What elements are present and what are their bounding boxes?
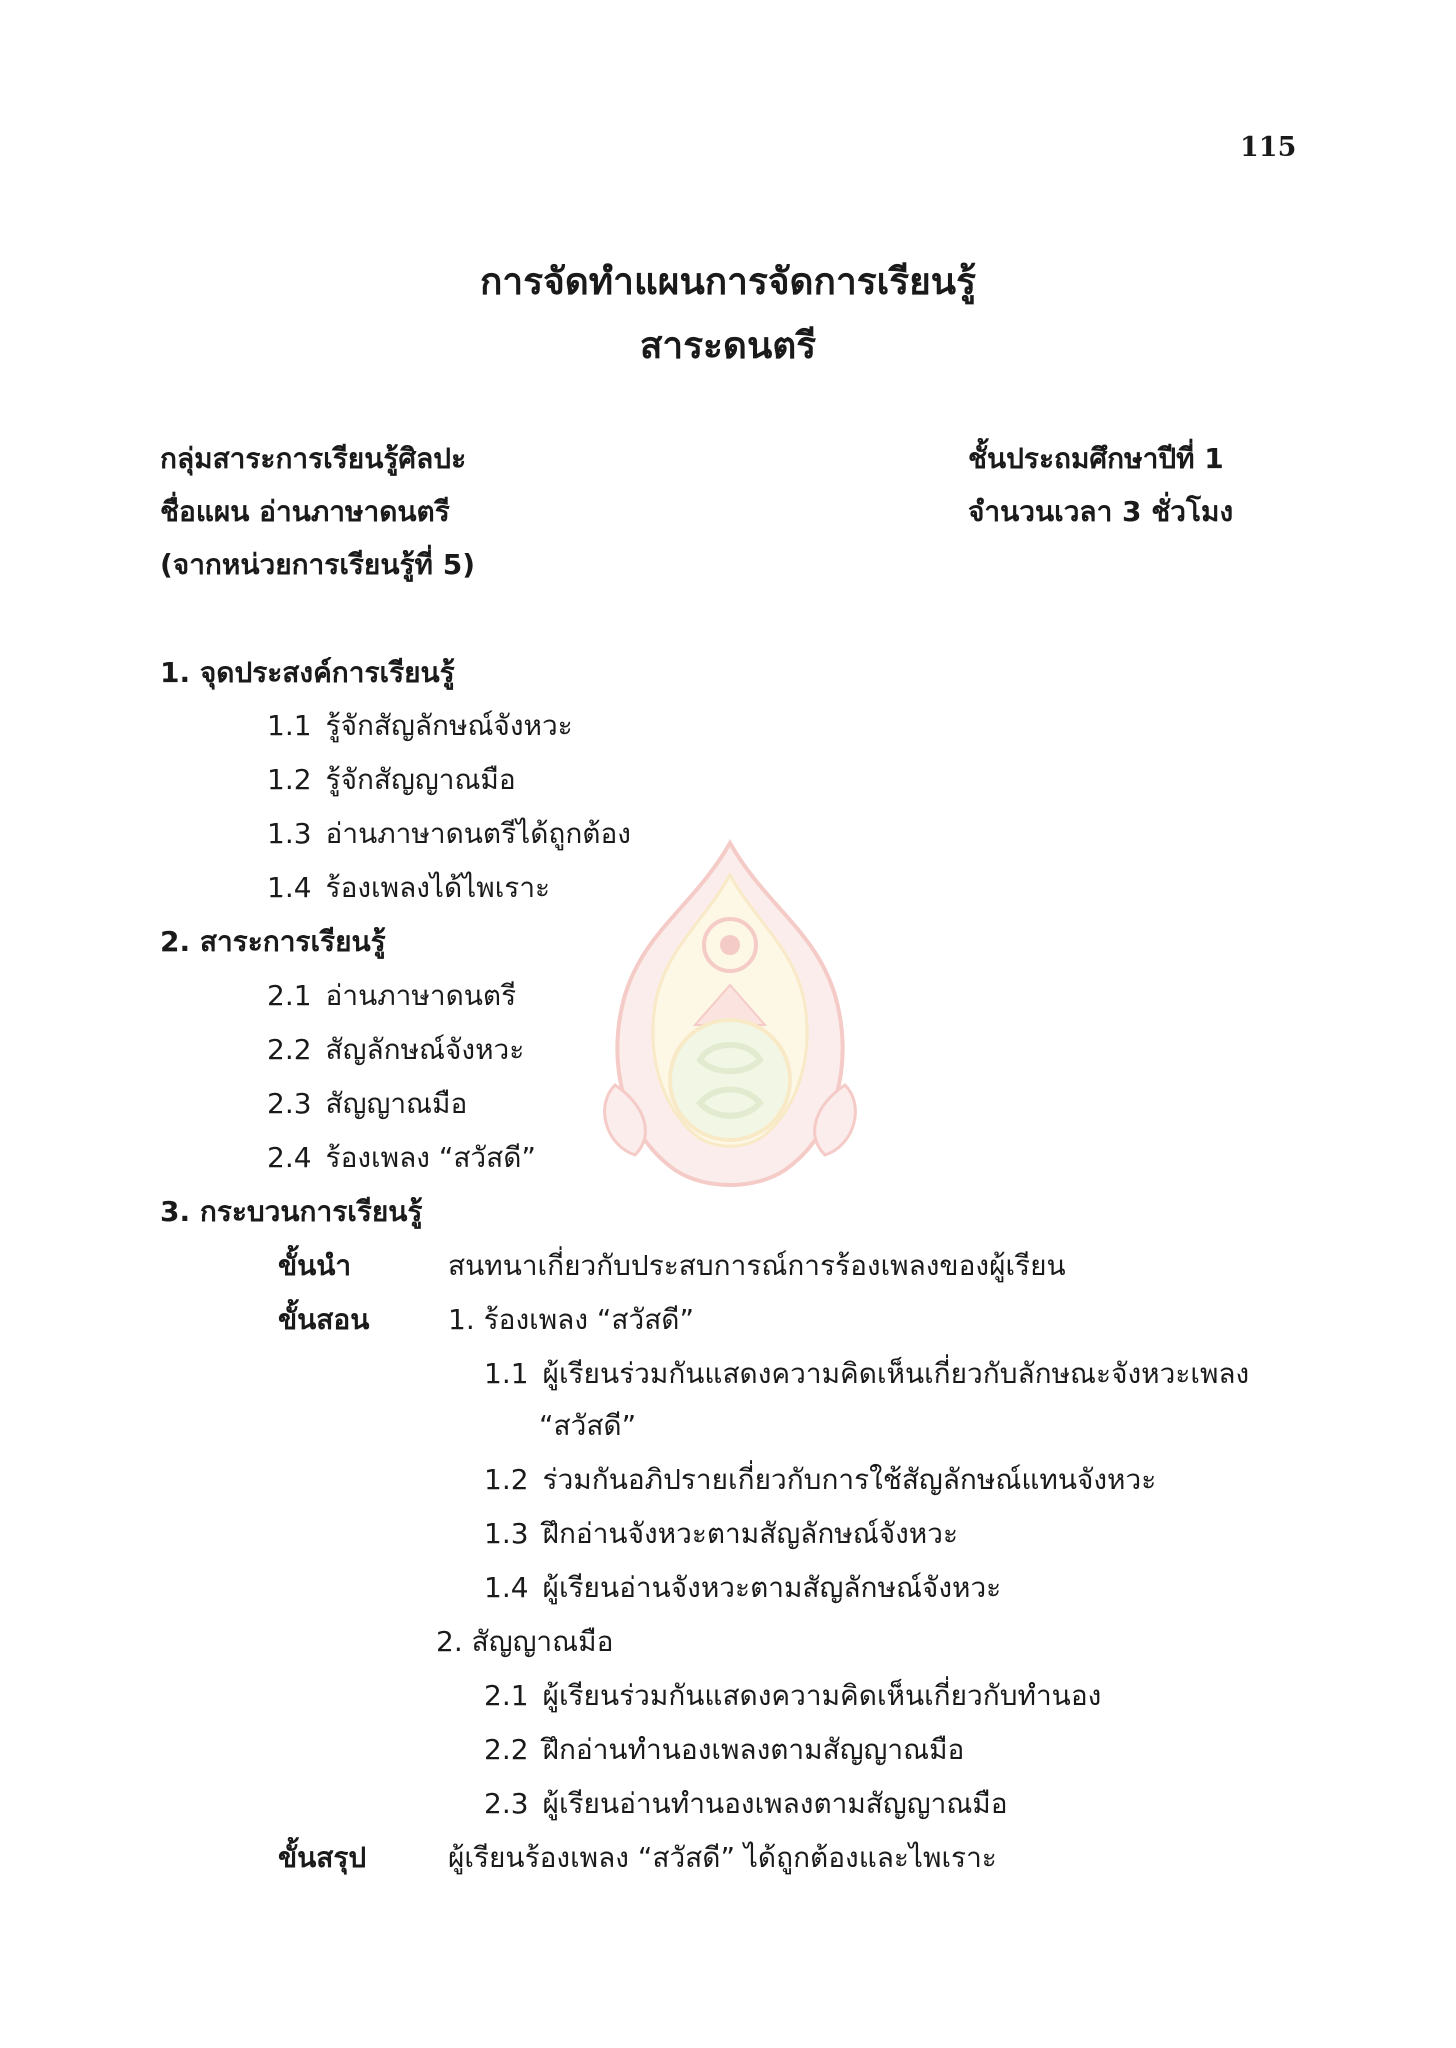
list-item <box>267 812 631 856</box>
summary-step-text: ผู้เรียนร้องเพลง “สวัสดี” ได้ถูกต้องและไพเราะ <box>448 1841 997 1874</box>
teach-step-label: ขั้นสอน <box>278 1303 370 1336</box>
item-text: ผู้เรียนอ่านทำนองเพลงตามสัญญาณมือ <box>542 1787 1008 1820</box>
item-text: ผู้เรียนร่วมกันแสดงความคิดเห็นเกี่ยวกับทำนอง <box>542 1679 1102 1712</box>
item-number: 1.2 <box>267 763 312 796</box>
item-number: 1.2 <box>484 1463 529 1496</box>
item-text: สัญลักษณ์จังหวะ <box>325 1033 525 1066</box>
unit-reference: (จากหน่วยการเรียนรู้ที่ 5) <box>160 548 475 581</box>
document-title: การจัดทำแผนการจัดการเรียนรู้ <box>480 260 976 303</box>
list-item <box>484 1352 1249 1396</box>
item-text: อ่านภาษาดนตรี <box>325 979 517 1012</box>
item-text: ฝึกอ่านทำนองเพลงตามสัญญาณมือ <box>542 1733 965 1766</box>
item-number: 2.2 <box>267 1033 312 1066</box>
list-item <box>484 1728 964 1772</box>
item-number: 2.2 <box>484 1733 529 1766</box>
teach-part1-heading: 1. ร้องเพลง “สวัสดี” <box>448 1303 694 1336</box>
list-item <box>484 1566 1001 1610</box>
duration: จำนวนเวลา 3 ชั่วโมง <box>968 495 1234 528</box>
list-item <box>267 758 516 802</box>
list-item <box>484 1782 1008 1826</box>
list-item <box>267 1136 536 1180</box>
office-emblem-icon <box>585 835 875 1195</box>
item-text: ร้องเพลง “สวัสดี” <box>325 1141 536 1174</box>
item-text: ร้องเพลงได้ไพเราะ <box>325 871 551 904</box>
teach-part2-heading: 2. สัญญาณมือ <box>436 1625 614 1658</box>
intro-step-text: สนทนาเกี่ยวกับประสบการณ์การร้องเพลงของผู้เรียน <box>448 1249 1066 1282</box>
list-item <box>484 1512 958 1556</box>
item-number: 1.3 <box>484 1517 529 1550</box>
list-item <box>267 866 550 910</box>
item-text: อ่านภาษาดนตรีได้ถูกต้อง <box>325 817 631 850</box>
item-number: 2.3 <box>267 1087 312 1120</box>
section3-heading: 3. กระบวนการเรียนรู้ <box>160 1195 423 1228</box>
item-number: 2.1 <box>267 979 312 1012</box>
intro-step-label: ขั้นนำ <box>278 1249 352 1282</box>
section1-heading: 1. จุดประสงค์การเรียนรู้ <box>160 656 455 689</box>
item-text: รู้จักสัญลักษณ์จังหวะ <box>325 709 573 742</box>
list-item <box>484 1674 1101 1718</box>
list-item <box>267 1028 524 1072</box>
item-number: 1.4 <box>484 1571 529 1604</box>
page-number: 115 <box>1240 132 1297 163</box>
list-item <box>267 1082 467 1126</box>
item-number: 1.1 <box>267 709 312 742</box>
list-item <box>484 1458 1156 1502</box>
section2-heading: 2. สาระการเรียนรู้ <box>160 925 386 958</box>
item-number: 2.1 <box>484 1679 529 1712</box>
item-number: 2.4 <box>267 1141 312 1174</box>
item-number: 1.1 <box>484 1357 529 1390</box>
item-text: ผู้เรียนอ่านจังหวะตามสัญลักษณ์จังหวะ <box>542 1571 1002 1604</box>
item-text: ฝึกอ่านจังหวะตามสัญลักษณ์จังหวะ <box>542 1517 959 1550</box>
item-number: 1.3 <box>267 817 312 850</box>
item-text: ผู้เรียนร่วมกันแสดงความคิดเห็นเกี่ยวกับลักษณะจังหวะเพลง <box>542 1357 1250 1390</box>
document-subtitle: สาระดนตรี <box>639 324 817 367</box>
item-text: สัญญาณมือ <box>325 1087 468 1120</box>
item-continuation: “สวัสดี” <box>539 1409 637 1442</box>
item-text: รู้จักสัญญาณมือ <box>325 763 516 796</box>
subject-group: กลุ่มสาระการเรียนรู้ศิลปะ <box>160 442 467 475</box>
item-number: 1.4 <box>267 871 312 904</box>
item-number: 2.3 <box>484 1787 529 1820</box>
item-text: ร่วมกันอภิปรายเกี่ยวกับการใช้สัญลักษณ์แทนจังหวะ <box>542 1463 1157 1496</box>
list-item <box>267 704 573 748</box>
list-item <box>267 974 516 1018</box>
plan-name: ชื่อแผน อ่านภาษาดนตรี <box>160 495 450 528</box>
grade-level: ชั้นประถมศึกษาปีที่ 1 <box>968 442 1224 475</box>
summary-step-label: ขั้นสรุป <box>278 1841 367 1874</box>
